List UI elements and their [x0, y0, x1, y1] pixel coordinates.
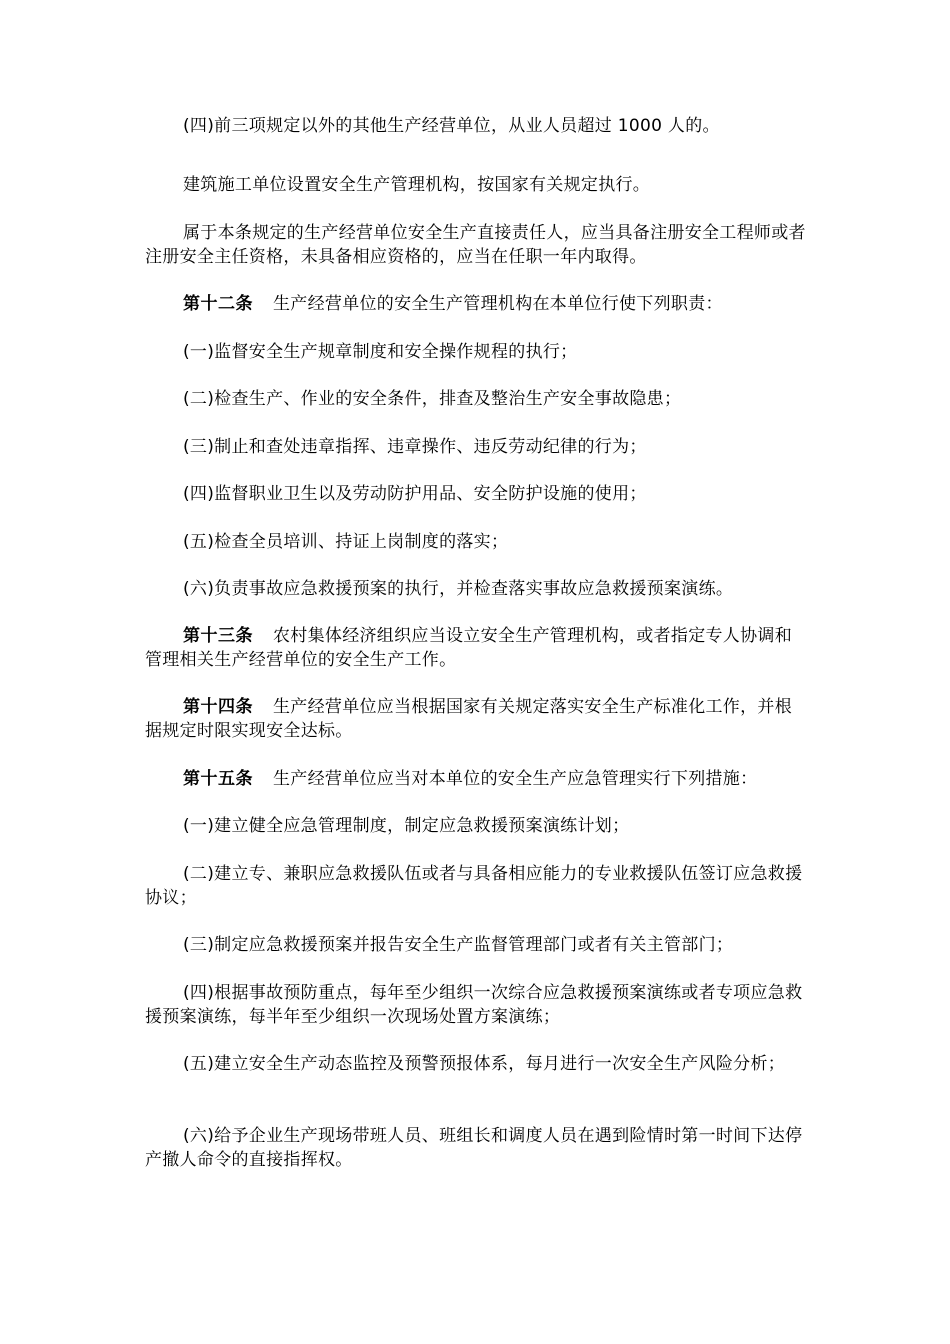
- list-item: [145, 1124, 807, 1172]
- article-15: [145, 767, 807, 791]
- article-number: 第十三条: [183, 626, 253, 646]
- paragraph-text: (六)负责事故应急救援预案的执行，并检查落实事故应急救援预案演练。: [183, 579, 734, 599]
- article-13: [145, 624, 807, 672]
- list-item: [145, 482, 807, 506]
- paragraph-text: (五)检查全员培训、持证上岗制度的落实；: [183, 532, 509, 552]
- list-item: [145, 933, 807, 957]
- paragraph-text: (五)建立安全生产动态监控及预警预报体系，每月进行一次安全生产风险分析；: [183, 1054, 786, 1074]
- paragraph-text: (三)制定应急救援预案并报告安全生产监督管理部门或者有关主管部门；: [183, 935, 734, 955]
- paragraph-text: (一)监督安全生产规章制度和安全操作规程的执行；: [183, 342, 578, 362]
- list-item: [145, 577, 807, 601]
- paragraph-text: (四)根据事故预防重点，每年至少组织一次综合应急救援预案演练或者专项应急救援预案演练，每半年至少组织一次现场处置方案演练；: [145, 983, 803, 1027]
- list-item: [145, 387, 807, 411]
- paragraph-text: 建筑施工单位设置安全生产管理机构，按国家有关规定执行。: [183, 175, 651, 195]
- list-item: [145, 814, 807, 838]
- list-item: [145, 862, 807, 910]
- paragraph-text: 生产经营单位应当根据国家有关规定落实安全生产标准化工作，并根据规定时限实现安全达标。: [145, 697, 792, 741]
- paragraph-text: (四)前三项规定以外的其他生产经营单位，从业人员超过 1000 人的。: [183, 116, 720, 136]
- list-item: [145, 981, 807, 1029]
- list-item: [145, 1052, 807, 1076]
- paragraph-text: (一)建立健全应急管理制度，制定应急救援预案演练计划；: [183, 816, 630, 836]
- paragraph-text: 生产经营单位的安全生产管理机构在本单位行使下列职责：: [273, 294, 723, 314]
- paragraph-responsible-person: [145, 221, 807, 269]
- list-item: [145, 435, 807, 459]
- paragraph-text: (四)监督职业卫生以及劳动防护用品、安全防护设施的使用；: [183, 484, 647, 504]
- paragraph-text: (二)建立专、兼职应急救援队伍或者与具备相应能力的专业救援队伍签订应急救援协议；: [145, 864, 803, 908]
- article-14: [145, 695, 807, 743]
- list-item: [145, 340, 807, 364]
- paragraph-text: 生产经营单位应当对本单位的安全生产应急管理实行下列措施：: [273, 769, 758, 789]
- paragraph-text: 属于本条规定的生产经营单位安全生产直接责任人，应当具备注册安全工程师或者注册安全主任资格，未具备相应资格的，应当在任职一年内取得。: [145, 223, 806, 267]
- paragraph-text: (三)制止和查处违章指挥、违章操作、违反劳动纪律的行为；: [183, 437, 647, 457]
- paragraph-item-4: [145, 114, 807, 138]
- list-item: [145, 530, 807, 554]
- article-number: 第十四条: [183, 697, 253, 717]
- article-12: [145, 292, 807, 316]
- article-number: 第十五条: [183, 769, 253, 789]
- article-number: 第十二条: [183, 294, 253, 314]
- paragraph-text: (二)检查生产、作业的安全条件，排查及整治生产安全事故隐患；: [183, 389, 682, 409]
- paragraph-text: (六)给予企业生产现场带班人员、班组长和调度人员在遇到险情时第一时间下达停产撤人命令的直接指挥权。: [145, 1126, 803, 1170]
- paragraph-building-construction: [145, 173, 807, 197]
- paragraph-text: 农村集体经济组织应当设立安全生产管理机构，或者指定专人协调和管理相关生产经营单位的安全生产工作。: [145, 626, 792, 670]
